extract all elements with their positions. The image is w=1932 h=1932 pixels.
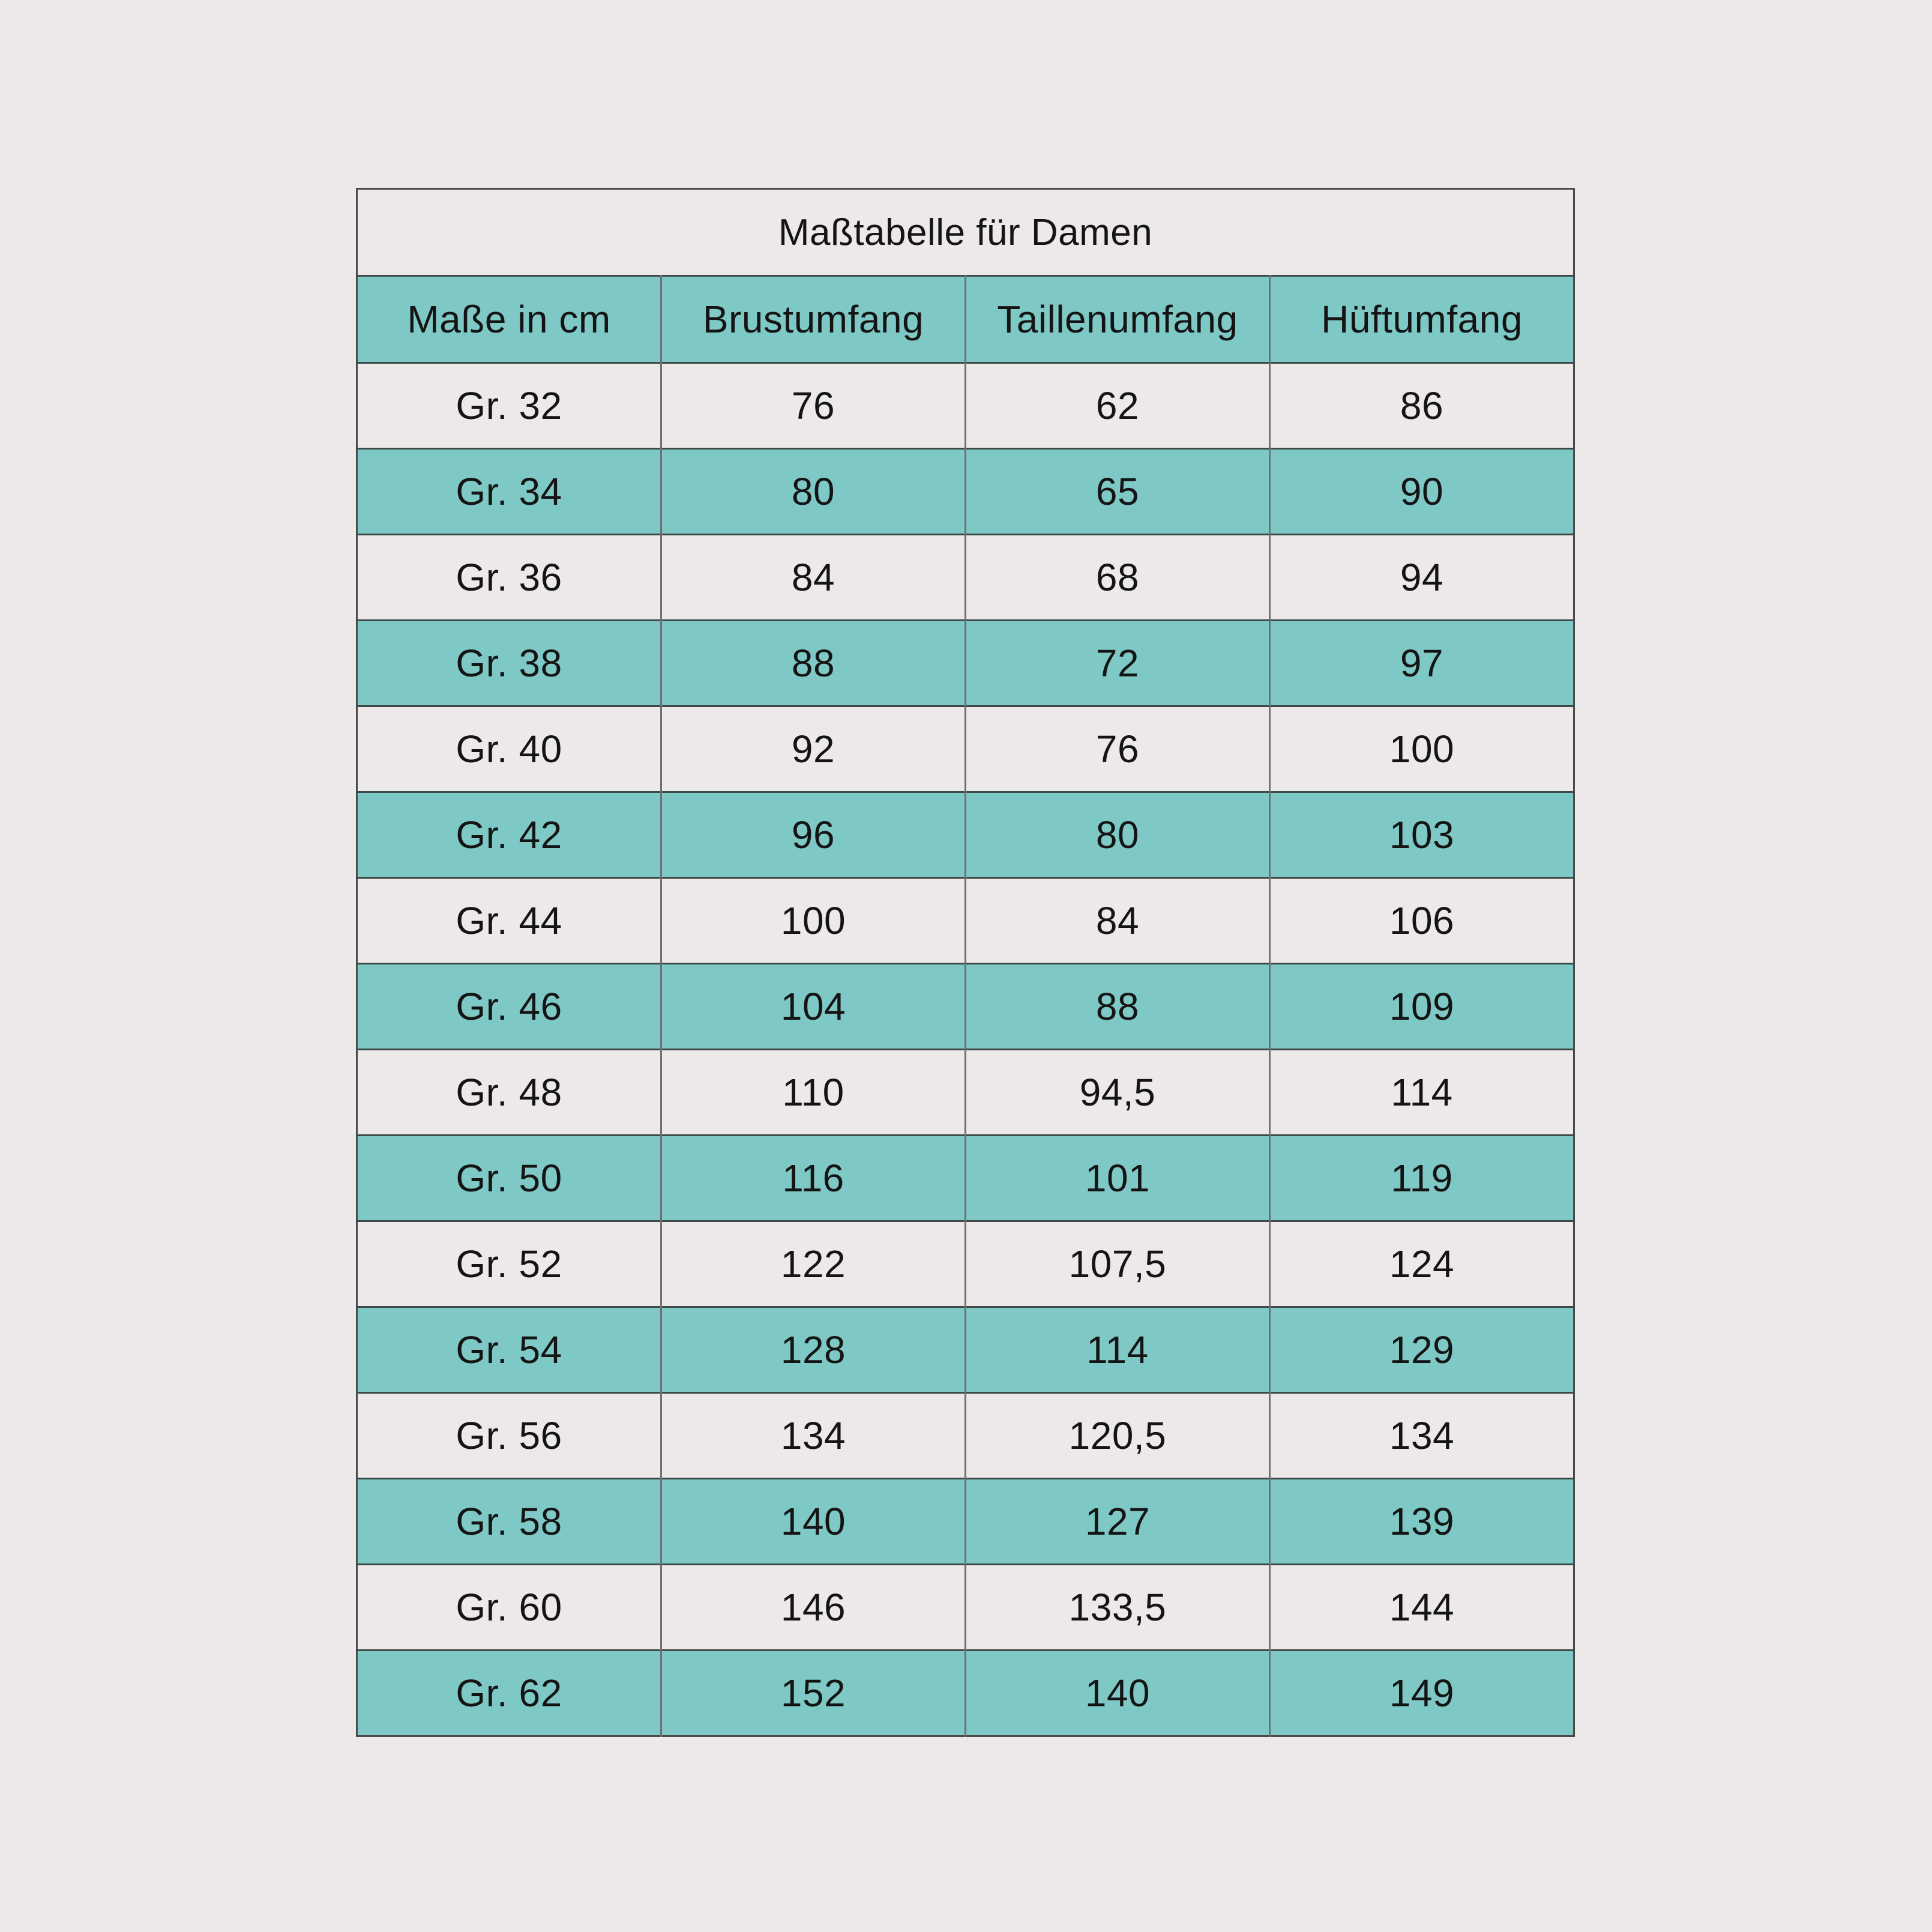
- size-table: [356, 188, 1575, 1737]
- cell-size: Gr. 46: [456, 985, 562, 1028]
- table-row: [357, 706, 1574, 792]
- cell-waist: 62: [966, 363, 1270, 449]
- cell-bust: 92: [661, 706, 966, 792]
- cell-hip: 149: [1270, 1651, 1574, 1736]
- cell-size: Gr. 40: [456, 727, 562, 771]
- cell-hip: 129: [1270, 1307, 1574, 1393]
- cell-size: Gr. 38: [456, 642, 562, 685]
- table-row: [357, 792, 1574, 878]
- column-header-bust: Brustumfang: [661, 276, 966, 363]
- table-title: Maßtabelle für Damen: [778, 211, 1153, 253]
- table-row: [357, 1393, 1574, 1479]
- cell-size: Gr. 50: [456, 1157, 562, 1200]
- cell-bust: 122: [661, 1221, 966, 1307]
- cell-hip: 106: [1270, 878, 1574, 964]
- table-row: [357, 535, 1574, 621]
- cell-size: Gr. 60: [456, 1586, 562, 1629]
- cell-hip: 86: [1270, 363, 1574, 449]
- table-row: [357, 964, 1574, 1050]
- table-row: [357, 449, 1574, 535]
- cell-bust: 96: [661, 792, 966, 878]
- cell-size: Gr. 62: [456, 1672, 562, 1715]
- cell-hip: 90: [1270, 449, 1574, 535]
- cell-hip: 114: [1270, 1050, 1574, 1136]
- cell-bust: 128: [661, 1307, 966, 1393]
- cell-size: Gr. 54: [456, 1328, 562, 1371]
- cell-hip: 100: [1270, 706, 1574, 792]
- cell-waist: 76: [966, 706, 1270, 792]
- table-row: [357, 363, 1574, 449]
- cell-waist: 94,5: [966, 1050, 1270, 1136]
- size-chart: [356, 188, 1575, 1737]
- cell-size: Gr. 48: [456, 1071, 562, 1114]
- cell-hip: 94: [1270, 535, 1574, 621]
- cell-bust: 116: [661, 1136, 966, 1221]
- table-row: [357, 1221, 1574, 1307]
- cell-waist: 133,5: [966, 1565, 1270, 1651]
- cell-bust: 134: [661, 1393, 966, 1479]
- cell-bust: 100: [661, 878, 966, 964]
- cell-bust: 84: [661, 535, 966, 621]
- cell-hip: 109: [1270, 964, 1574, 1050]
- cell-hip: 103: [1270, 792, 1574, 878]
- cell-hip: 97: [1270, 621, 1574, 706]
- cell-waist: 140: [966, 1651, 1270, 1736]
- table-row: [357, 1307, 1574, 1393]
- cell-bust: 110: [661, 1050, 966, 1136]
- cell-size: Gr. 44: [456, 899, 562, 942]
- cell-waist: 107,5: [966, 1221, 1270, 1307]
- cell-waist: 127: [966, 1479, 1270, 1565]
- cell-waist: 120,5: [966, 1393, 1270, 1479]
- cell-waist: 84: [966, 878, 1270, 964]
- table-row: [357, 1651, 1574, 1736]
- cell-hip: 139: [1270, 1479, 1574, 1565]
- table-row: [357, 1565, 1574, 1651]
- cell-bust: 88: [661, 621, 966, 706]
- cell-size: Gr. 52: [456, 1242, 562, 1286]
- cell-bust: 146: [661, 1565, 966, 1651]
- cell-waist: 68: [966, 535, 1270, 621]
- cell-hip: 124: [1270, 1221, 1574, 1307]
- cell-size: Gr. 36: [456, 556, 562, 599]
- cell-hip: 119: [1270, 1136, 1574, 1221]
- cell-waist: 114: [966, 1307, 1270, 1393]
- cell-waist: 65: [966, 449, 1270, 535]
- cell-hip: 134: [1270, 1393, 1574, 1479]
- cell-waist: 80: [966, 792, 1270, 878]
- table-row: [357, 878, 1574, 964]
- cell-size: Gr. 34: [456, 470, 562, 513]
- table-row: [357, 621, 1574, 706]
- cell-bust: 104: [661, 964, 966, 1050]
- table-row: [357, 1136, 1574, 1221]
- cell-size: Gr. 58: [456, 1500, 562, 1543]
- column-header-hip: Hüftumfang: [1270, 276, 1574, 363]
- cell-size: Gr. 56: [456, 1414, 562, 1457]
- cell-waist: 101: [966, 1136, 1270, 1221]
- table-row: [357, 1050, 1574, 1136]
- cell-waist: 88: [966, 964, 1270, 1050]
- column-header-waist: Taillenumfang: [966, 276, 1270, 363]
- cell-bust: 76: [661, 363, 966, 449]
- table-row: [357, 1479, 1574, 1565]
- cell-bust: 152: [661, 1651, 966, 1736]
- cell-bust: 80: [661, 449, 966, 535]
- table-title-row: [357, 189, 1574, 276]
- table-header-row: [357, 276, 1574, 363]
- column-header-size: Maße in cm: [407, 298, 611, 341]
- cell-waist: 72: [966, 621, 1270, 706]
- cell-size: Gr. 42: [456, 813, 562, 856]
- cell-size: Gr. 32: [456, 384, 562, 427]
- cell-bust: 140: [661, 1479, 966, 1565]
- cell-hip: 144: [1270, 1565, 1574, 1651]
